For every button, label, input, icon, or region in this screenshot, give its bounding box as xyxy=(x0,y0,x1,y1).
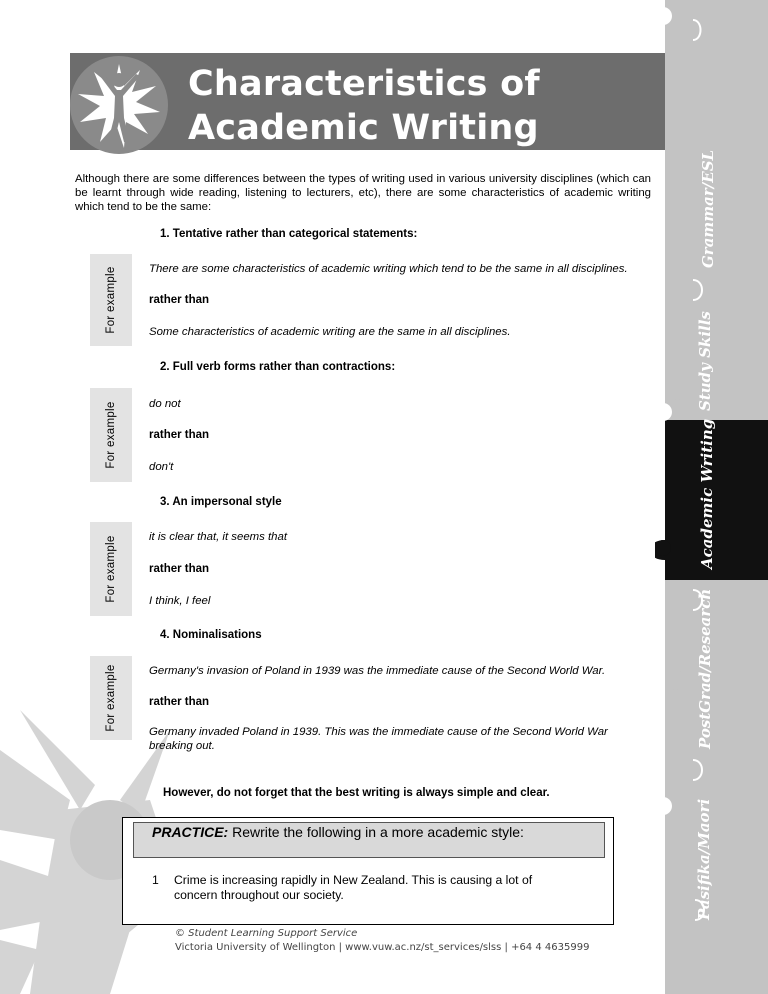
example-box-3 xyxy=(90,522,132,616)
example-text-2a: do not xyxy=(149,398,181,410)
example-text-1a: There are some characteristics of academic writing which tend to be the same in all disciplines. xyxy=(149,263,628,275)
example-text-4b: Germany invaded Poland in 1939. This was the immediate cause of the Second World War breaking out. xyxy=(149,726,608,752)
footer xyxy=(175,927,589,955)
tab-grammar-esl[interactable]: Grammar/ESL xyxy=(699,149,717,268)
side-tab-strip xyxy=(655,0,768,994)
practice-item xyxy=(152,873,572,903)
practice-item-text: Crime is increasing rapidly in New Zealand. This is causing a lot of concern throughout our society. xyxy=(174,873,533,902)
title-line-2: Academic Writing xyxy=(188,108,539,148)
example-label: For example xyxy=(105,401,117,469)
tab-study-skills[interactable]: Study Skills xyxy=(696,311,714,411)
title-line-1: Characteristics of xyxy=(188,64,540,104)
practice-instruction: Rewrite the following in a more academic style: xyxy=(228,824,524,840)
footer-line-1: © Student Learning Support Service xyxy=(175,928,358,939)
example-text-3b: I think, I feel xyxy=(149,595,211,607)
section-heading-1: 1. Tentative rather than categorical statements: xyxy=(160,228,418,240)
star-figure-icon xyxy=(70,56,168,154)
practice-title xyxy=(152,824,524,840)
footer-line-2: Victoria University of Wellington | www.vuw.ac.nz/st_services/slss | +64 4 4635999 xyxy=(175,942,590,953)
example-label: For example xyxy=(105,266,117,334)
rather-than-label: rather than xyxy=(149,294,210,306)
section-heading-4: 4. Nominalisations xyxy=(160,629,262,641)
rather-than-label: rather than xyxy=(149,696,210,708)
example-text-1b: Some characteristics of academic writing are the same in all disciplines. xyxy=(149,326,511,338)
example-text-3a: it is clear that, it seems that xyxy=(149,531,288,543)
section-heading-2: 2. Full verb forms rather than contractions: xyxy=(160,361,396,373)
example-box-2 xyxy=(90,388,132,482)
intro-paragraph: Although there are some differences between the types of writing used in various university disciplines (which can be learnt through wide reading, listening to lecturers, etc), there are some characteristics of academic writing which tend to be the same: xyxy=(75,173,651,213)
example-label: For example xyxy=(105,535,117,603)
rather-than-label: rather than xyxy=(149,563,210,575)
example-text-4a: Germany's invasion of Poland in 1939 was the immediate cause of the Second World War. xyxy=(149,665,606,677)
practice-label: PRACTICE: xyxy=(152,824,229,840)
page-title xyxy=(188,62,540,150)
tab-pasifika-maori[interactable]: Pasifika/Maori xyxy=(695,798,713,920)
rather-than-label: rather than xyxy=(149,429,210,441)
example-box-4 xyxy=(90,656,132,740)
header-logo-circle xyxy=(70,56,168,154)
practice-item-number: 1 xyxy=(152,873,159,887)
tab-academic-writing[interactable]: Academic Writing xyxy=(698,418,716,569)
closing-note: However, do not forget that the best writing is always simple and clear. xyxy=(163,787,550,799)
example-text-2b: don't xyxy=(149,461,174,473)
example-label: For example xyxy=(105,664,117,732)
section-heading-3: 3. An impersonal style xyxy=(160,496,282,508)
tab-postgrad-research[interactable]: PostGrad/Research xyxy=(696,588,714,749)
example-box-1 xyxy=(90,254,132,346)
